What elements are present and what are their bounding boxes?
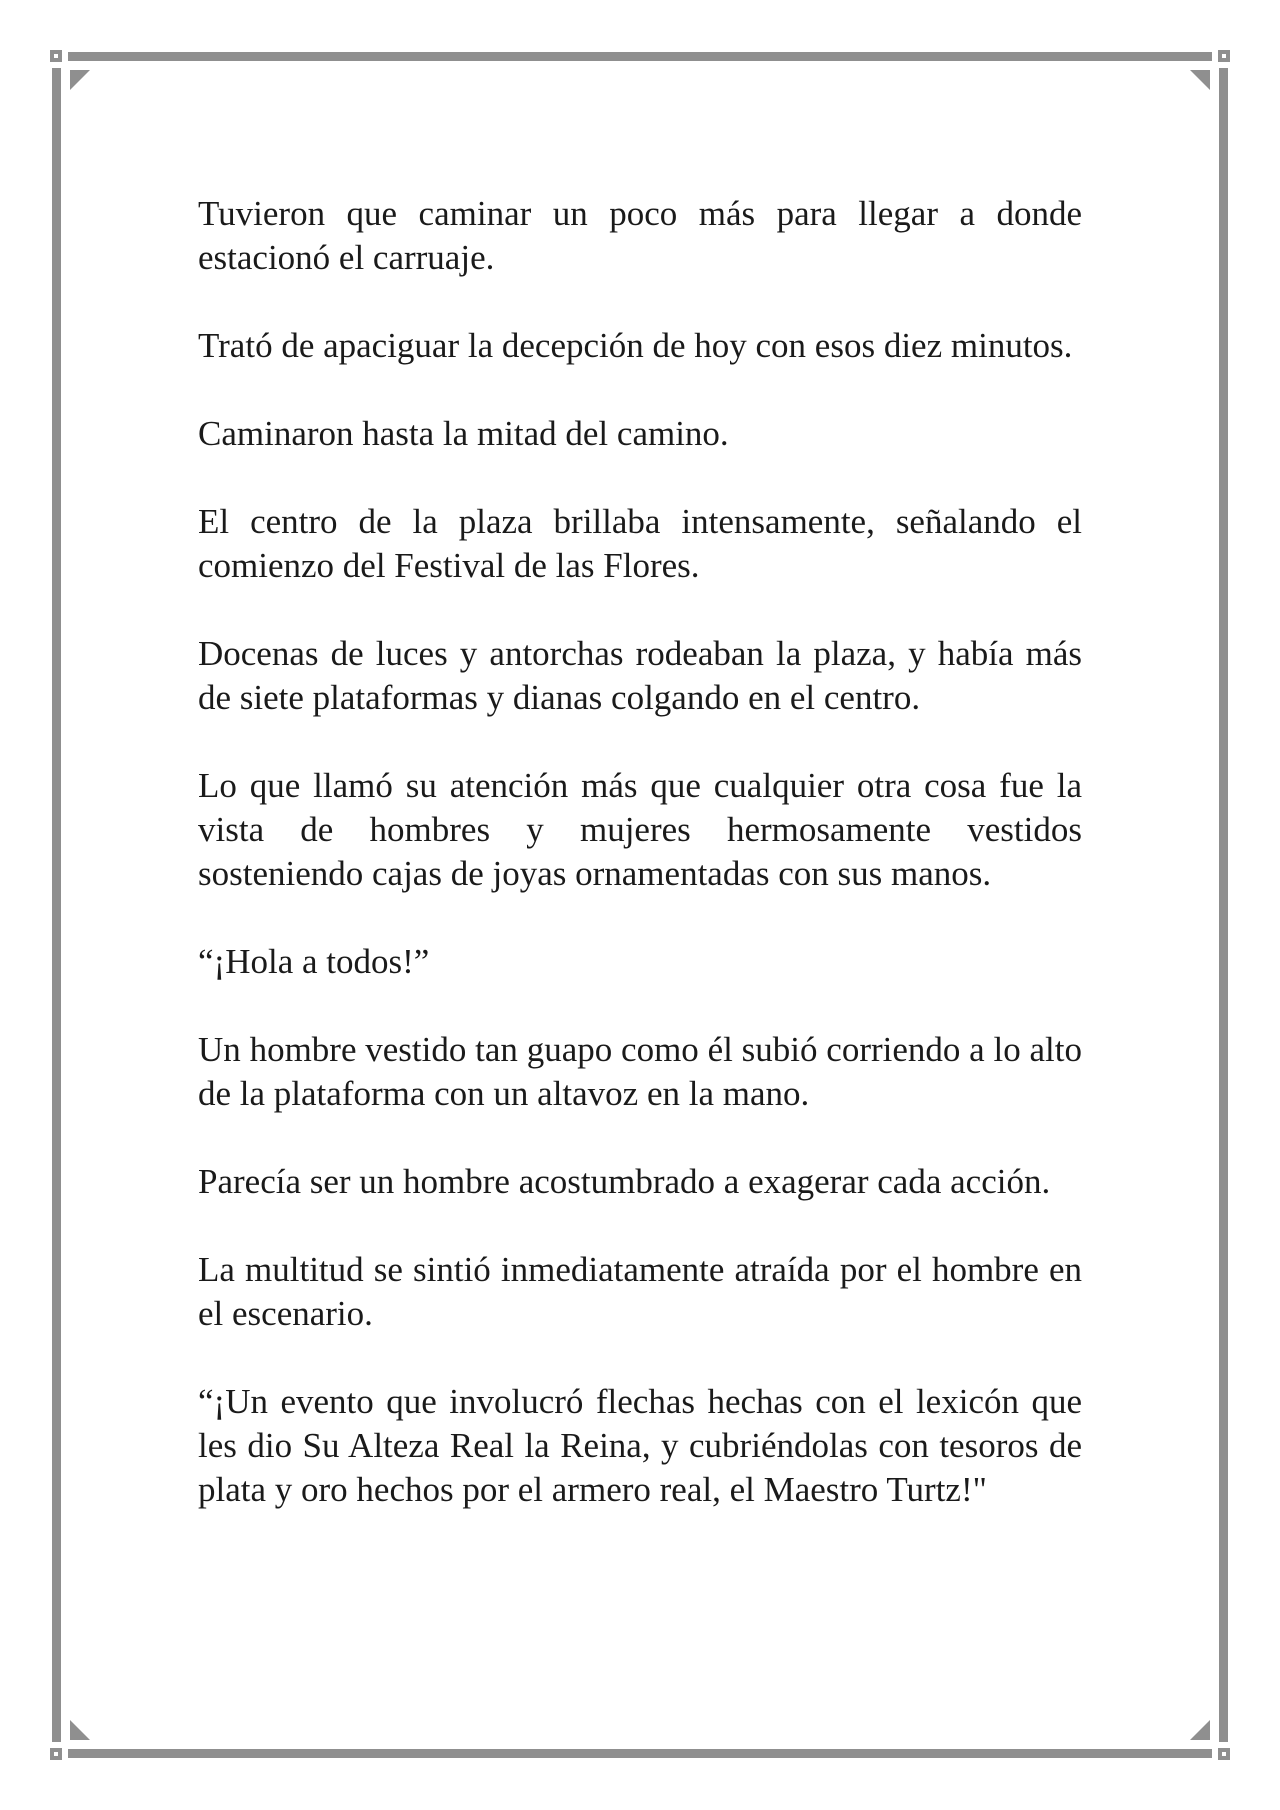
page-body-text (198, 192, 1082, 1512)
paragraph-10: La multitud se sintió inmediatamente atraída por el hombre en el escenario. (198, 1250, 1082, 1333)
frame-bottom-bar (68, 1749, 1212, 1758)
corner-triangle-bottom-left (70, 1720, 90, 1740)
frame-right-bar (1219, 68, 1228, 1742)
corner-triangle-bottom-right (1190, 1720, 1210, 1740)
paragraph-5: Docenas de luces y antorchas rodeaban la plaza, y había más de siete plataformas y dianas colgando en el centro. (198, 634, 1082, 717)
paragraph-8: Un hombre vestido tan guapo como él subió corriendo a lo alto de la plataforma con un altavoz en la mano. (198, 1030, 1082, 1113)
paragraph-3: Caminaron hasta la mitad del camino. (198, 414, 729, 453)
paragraph-6: Lo que llamó su atención más que cualquier otra cosa fue la vista de hombres y mujeres hermosamente vestidos sosteniendo cajas de joyas ornamentadas con sus manos. (198, 766, 1082, 893)
paragraph-4: El centro de la plaza brillaba intensamente, señalando el comienzo del Festival de las Flores. (198, 502, 1082, 585)
paragraph-7-dialogue: “¡Hola a todos!” (198, 942, 430, 981)
paragraph-1: Tuvieron que caminar un poco más para llegar a donde estacionó el carruaje. (198, 194, 1082, 277)
paragraph-9: Parecía ser un hombre acostumbrado a exagerar cada acción. (198, 1162, 1051, 1201)
paragraph-11-dialogue: “¡Un evento que involucró flechas hechas con el lexicón que les dio Su Alteza Real la Reina, y cubriéndolas con tesoros de plata y oro hechos por el armero real, el Maestro Turtz!" (198, 1382, 1082, 1509)
paragraph-2: Trató de apaciguar la decepción de hoy con esos diez minutos. (198, 326, 1073, 365)
corner-triangle-top-right (1190, 70, 1210, 90)
frame-top-bar (68, 52, 1212, 61)
frame-left-bar (52, 68, 61, 1742)
corner-triangle-top-left (70, 70, 90, 90)
